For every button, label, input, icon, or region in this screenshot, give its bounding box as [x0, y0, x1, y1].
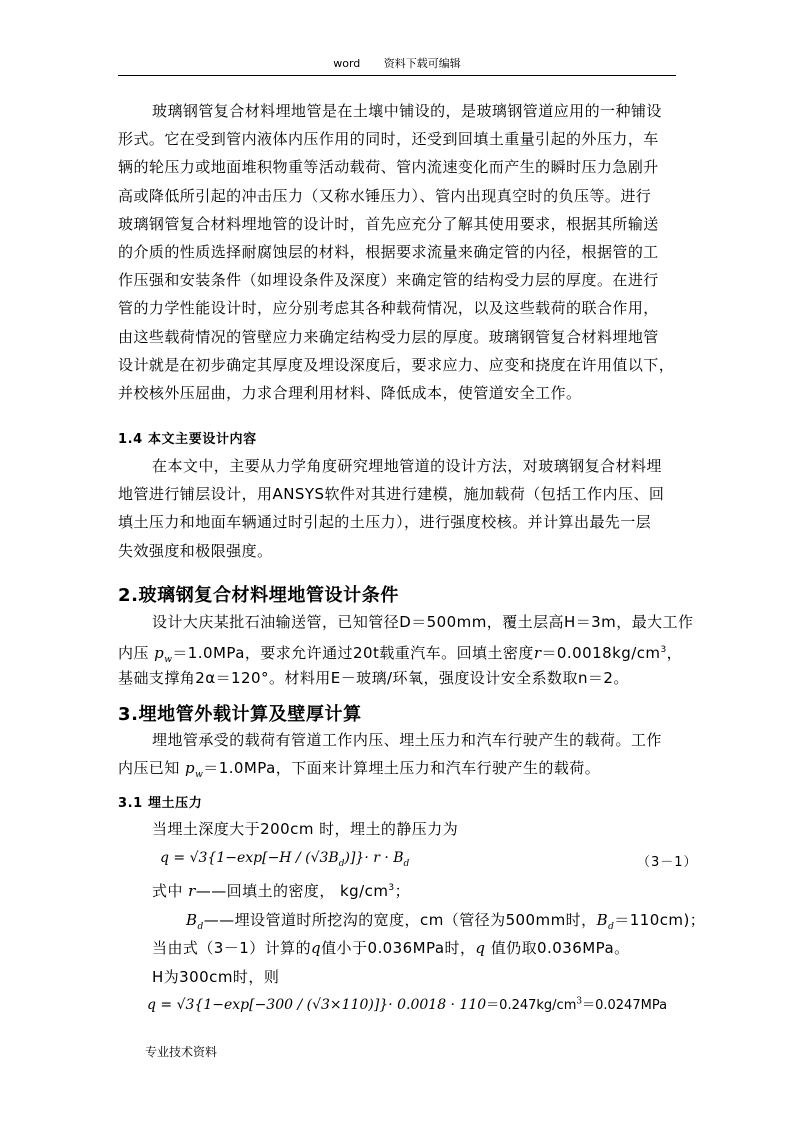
text-run: ＝0.0018kg/cm: [541, 644, 661, 663]
text-line: 当埋土深度大于200cm 时，埋土的静压力为: [152, 820, 459, 838]
text-line: 填土压力和地面车辆通过时引起的土压力），进行强度校核。并计算出最先一层: [118, 513, 652, 532]
text-run: ，: [666, 644, 683, 663]
symbol-sub-w: w: [164, 655, 173, 666]
equation-number: （3－1）: [637, 855, 698, 870]
symbol-b: B: [186, 911, 198, 930]
text-line: 基础支撑角2α＝120°。材料用E－玻璃/环氧，强度设计安全系数取n＝2。: [118, 669, 629, 688]
section-2-paragraph: [118, 608, 694, 693]
superscript: 3: [660, 645, 667, 656]
section-heading-1-4: 1.4 本文主要设计内容: [118, 432, 257, 447]
text-line: 的介质的性质选择耐腐蚀层的材料，根据要求流量来确定管的内径，根据管的工: [118, 242, 659, 261]
text-line: 辆的轮压力或地面堆积物重等活动载荷、管内流速变化而产生的瞬时压力急剧升: [118, 158, 659, 177]
text-run: 内压: [118, 644, 155, 663]
text-line: 失效强度和极限强度。: [118, 541, 273, 560]
text-run: 值小于0.036MPa时，: [321, 939, 476, 958]
text-line: 形式。它在受到管内液体内压作用的同时，还受到回填土重量引起的外压力，车: [118, 130, 659, 149]
text-line: 作压强和安装条件（如埋设条件及深度）来确定管的结构受力层的厚度。在进行: [118, 271, 659, 290]
formula-3-1: [160, 850, 409, 869]
symbol-q: q: [311, 939, 322, 958]
symbol-r: r: [533, 644, 542, 663]
text-run: ——埋设管道时所挖沟的宽度，cm（管径为500mm时，: [203, 911, 597, 930]
text-run: ＝110cm)；: [614, 911, 706, 930]
symbol-r: r: [188, 882, 196, 900]
text-line: [118, 636, 683, 666]
section-1-4-paragraph: [118, 452, 678, 565]
text-run: ＝1.0MPa，下面来计算埋土压力和汽车行驶产生的载荷。: [203, 759, 601, 778]
symbol-p: p: [185, 759, 196, 778]
text-run: 内压已知: [118, 759, 186, 778]
formula-sub: d: [403, 858, 410, 869]
text-line: H为300cm时，则: [152, 967, 280, 986]
text-run: ——回填土的密度， kg/cm: [195, 882, 389, 900]
text-line: [118, 754, 678, 782]
text-line: 设计大庆某批石油输送管，已知管径D＝500mm，覆土层高H＝3m，最大工作: [152, 613, 694, 631]
text-line: 高或降低所引起的冲击压力（又称水锤压力）、管内出现真空时的负压等。进行: [118, 186, 652, 205]
symbol-sub-d: d: [197, 922, 204, 933]
symbol-sub-w: w: [195, 770, 204, 781]
formula-calculation: [147, 994, 667, 1013]
page-header: [118, 56, 676, 76]
section-heading-2: 2.玻璃钢复合材料埋地管设计条件: [118, 585, 399, 606]
intro-paragraph: [118, 97, 678, 407]
text-run: ＝1.0MPa，要求允许通过20t载重汽车。回填土密度: [172, 644, 534, 663]
text-line: 在本文中，主要从力学角度研究埋地管道的设计方法，对玻璃钢复合材料埋: [152, 457, 662, 475]
symbol-sub-d: d: [608, 922, 615, 933]
section-3-paragraph: [118, 726, 678, 782]
text-line: 设计就是在初步确定其厚度及埋设深度后，要求应力、应变和挠度在许用值以下，: [118, 355, 675, 374]
text-run: ；: [394, 882, 411, 900]
section-heading-3: 3.埋地管外载计算及壁厚计算: [118, 704, 362, 725]
definitions: [118, 874, 706, 991]
formula-text: q = √3{1−exp[−300 / (√3×110)]}· 0.0018 · 110: [147, 997, 487, 1013]
text-line: 埋地管承受的载荷有管道工作内压、埋土压力和汽车行驶产生的载荷。工作: [152, 731, 662, 749]
text-line: 地管进行铺层设计，用ANSYS软件对其进行建模，施加载荷（包括工作内压、回: [118, 485, 665, 504]
formula-result: ＝0.0247MPa: [582, 998, 668, 1013]
formula-text: q = √3{1−exp[−H / (√3B: [160, 850, 339, 866]
header-right: 资料下载可编辑: [383, 57, 461, 70]
definition-bd: [118, 906, 706, 934]
definition-r: [118, 874, 678, 902]
superscript: 3: [388, 883, 395, 893]
section-3-1-line: [118, 815, 678, 843]
page-footer: 专业技术资料: [145, 1045, 218, 1059]
text-line: [118, 934, 678, 962]
formula-text: )]}· r · B: [344, 850, 404, 866]
section-heading-3-1: 3.1 埋土压力: [118, 796, 203, 811]
text-line: 玻璃钢管复合材料埋地管的设计时，首先应充分了解其使用要求，根据其所输送: [118, 214, 659, 233]
symbol-q: q: [475, 939, 486, 958]
text-line: 由这些载荷情况的管壁应力来确定结构受力层的厚度。玻璃钢管复合材料埋地管: [118, 327, 659, 346]
formula-result: ＝0.247kg/cm: [486, 998, 577, 1013]
text-line: 管的力学性能设计时，应分别考虑其各种载荷情况，以及这些载荷的联合作用，: [118, 299, 659, 318]
symbol-b: B: [596, 911, 609, 930]
formula-sub: d: [338, 858, 345, 869]
text-run: 式中: [152, 882, 189, 900]
symbol-p: p: [154, 644, 165, 663]
text-line: 并校核外压屈曲，力求合理利用材料、降低成本，使管道安全工作。: [118, 383, 582, 402]
text-run: 值仍取0.036MPa。: [485, 939, 630, 958]
superscript: 3: [576, 996, 583, 1007]
text-run: 当由式（3－1）计算的: [152, 939, 312, 958]
header-left: word: [333, 57, 361, 70]
text-line: 玻璃钢管复合材料埋地管是在土壤中铺设的，是玻璃钢管道应用的一种铺设: [152, 102, 662, 120]
